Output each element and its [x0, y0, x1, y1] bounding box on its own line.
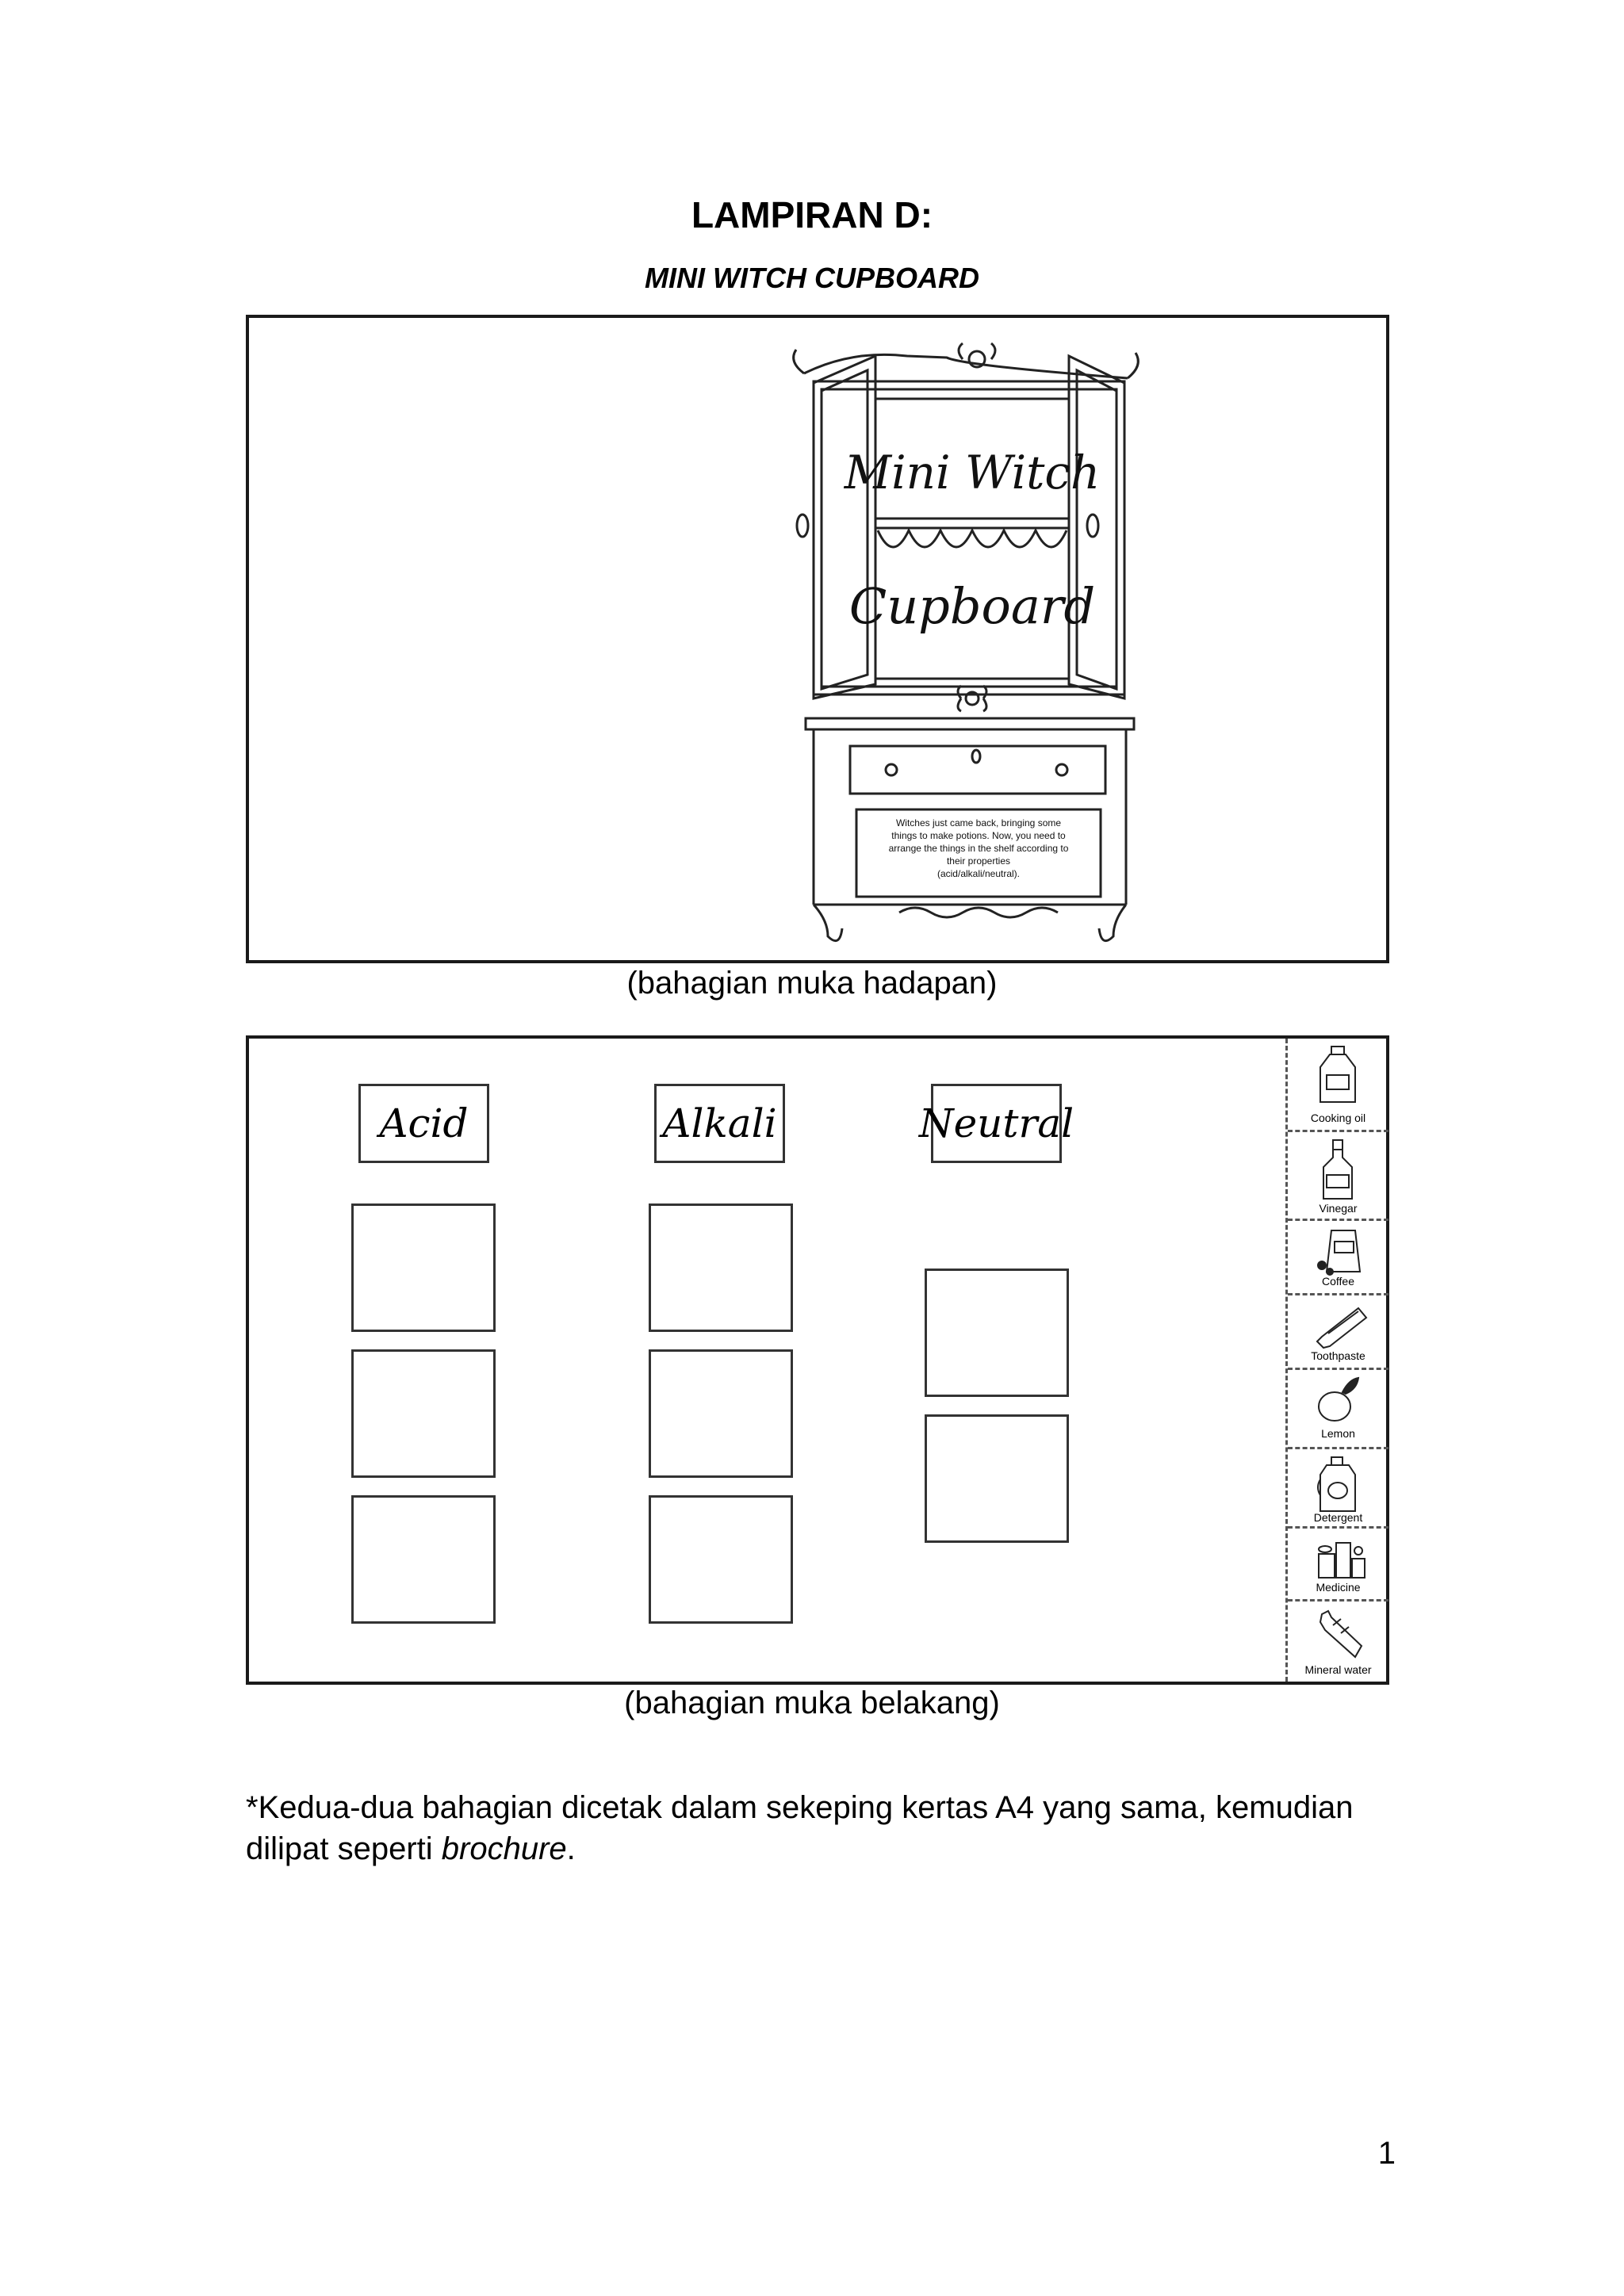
item-mineral-water[interactable]	[1288, 1601, 1388, 1682]
lemon-icon	[1314, 1376, 1362, 1429]
footnote	[246, 1787, 1396, 1869]
item-lemon[interactable]	[1288, 1370, 1388, 1449]
category-label-acid: Acid	[358, 1084, 489, 1163]
instruction-line: arrange the things in the shelf according to	[888, 843, 1069, 854]
alkali-slot[interactable]	[649, 1203, 793, 1332]
toothpaste-icon	[1314, 1302, 1369, 1349]
vinegar-icon	[1314, 1138, 1362, 1202]
instruction-line: their properties	[946, 855, 1011, 867]
item-label: Medicine	[1316, 1581, 1361, 1594]
instruction-line: things to make potions. Now, you need to	[891, 830, 1066, 841]
footnote-text: *Kedua-dua bahagian dicetak dalam sekeping kertas A4 yang sama, kemudian dilipat seperti	[246, 1790, 1354, 1866]
page-subtitle: MINI WITCH CUPBOARD	[645, 262, 979, 294]
back-caption: (bahagian muka belakang)	[624, 1686, 1000, 1720]
footnote-end: .	[566, 1831, 576, 1866]
item-vinegar[interactable]	[1288, 1132, 1388, 1221]
item-cooking-oil[interactable]	[1288, 1039, 1388, 1132]
item-label: Detergent	[1313, 1511, 1363, 1524]
instruction-line: (acid/alkali/neutral).	[936, 868, 1021, 879]
category-label-alkali: Alkali	[654, 1084, 785, 1163]
item-toothpaste[interactable]	[1288, 1295, 1388, 1370]
item-coffee[interactable]	[1288, 1221, 1388, 1295]
acid-slot[interactable]	[351, 1349, 496, 1478]
item-label: Toothpaste	[1311, 1349, 1365, 1362]
medicine-icon	[1314, 1535, 1369, 1582]
items-strip	[1285, 1039, 1386, 1682]
front-panel	[246, 315, 1389, 963]
item-medicine[interactable]	[1288, 1529, 1388, 1601]
page-number: 1	[1377, 2136, 1396, 2171]
instruction-line: Witches just came back, bringing some	[895, 817, 1062, 828]
item-label: Coffee	[1322, 1275, 1354, 1288]
cupboard-illustration	[249, 318, 1386, 960]
neutral-slot[interactable]	[925, 1269, 1069, 1397]
coffee-icon	[1314, 1227, 1369, 1276]
category-label-neutral: Neutral	[931, 1084, 1062, 1163]
item-label: Lemon	[1321, 1427, 1355, 1440]
acid-slot[interactable]	[351, 1495, 496, 1624]
item-label: Mineral water	[1304, 1663, 1372, 1676]
mineral-water-icon	[1314, 1608, 1369, 1662]
cupboard-title-line2: Cupboard	[848, 577, 1096, 635]
front-caption: (bahagian muka hadapan)	[626, 966, 998, 1001]
alkali-slot[interactable]	[649, 1349, 793, 1478]
footnote-emphasis: brochure	[441, 1831, 567, 1866]
detergent-icon	[1314, 1456, 1362, 1513]
cupboard-title-line1: Mini Witch	[844, 446, 1101, 499]
acid-slot[interactable]	[351, 1203, 496, 1332]
item-label: Cooking oil	[1310, 1112, 1366, 1124]
neutral-slot[interactable]	[925, 1414, 1069, 1543]
item-label: Vinegar	[1319, 1202, 1358, 1215]
alkali-slot[interactable]	[649, 1495, 793, 1624]
item-detergent[interactable]	[1288, 1449, 1388, 1529]
page-title: LAMPIRAN D:	[691, 194, 933, 235]
cooking-oil-icon	[1314, 1045, 1362, 1105]
